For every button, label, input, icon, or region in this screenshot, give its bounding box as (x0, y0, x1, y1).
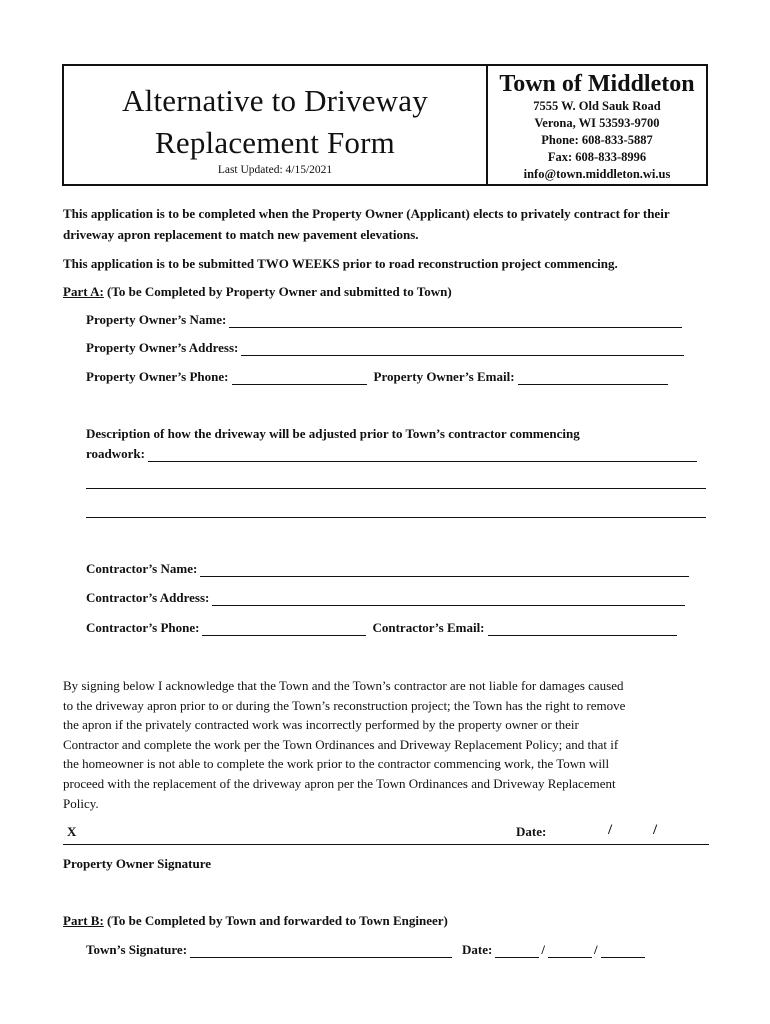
description-label-line1: Description of how the driveway will be adjusted prior to Town’s contractor commencing (86, 426, 580, 441)
owner-email-field[interactable] (518, 370, 668, 385)
signature-caption: Property Owner Signature (63, 856, 212, 871)
last-updated: Last Updated: 4/15/2021 (217, 164, 333, 176)
part-a-title (63, 284, 452, 300)
ack-line: the apron if the privately contracted work was incorrectly performed by the property owner or their (63, 717, 579, 733)
form-title (64, 80, 486, 164)
signature-date-slash: / (608, 822, 613, 838)
town-contact-cell (488, 66, 706, 184)
ack-line: to the driveway apron prior to or during the Town’s reconstruction project; the Town has the right to remove (63, 697, 626, 713)
town-signature-label: Town’s Signature: (86, 942, 188, 957)
contractor-address-label: Contractor’s Address: (86, 590, 210, 605)
owner-phone-label: Property Owner’s Phone: (86, 369, 229, 384)
contractor-name-label: Contractor’s Name: (86, 561, 198, 576)
owner-phone-row (86, 369, 668, 385)
description-field-1[interactable] (148, 447, 697, 462)
part-b-title (63, 913, 448, 929)
acknowledgement-paragraph (63, 676, 711, 813)
owner-email-label: Property Owner’s Email: (373, 369, 515, 384)
town-date-day-field[interactable] (548, 943, 592, 958)
description-field-3[interactable] (86, 517, 706, 518)
town-date-month-field[interactable] (495, 943, 539, 958)
owner-phone-field[interactable] (232, 370, 367, 385)
signature-date-slash: / (653, 822, 658, 838)
town-address1: 7555 W. Old Sauk Road (533, 99, 661, 113)
town-name: Town of Middleton (499, 71, 695, 97)
signature-date-label: Date: (516, 824, 547, 839)
owner-name-label: Property Owner’s Name: (86, 312, 227, 327)
contractor-name-row (86, 561, 689, 577)
description-field-2[interactable] (86, 488, 706, 489)
contractor-address-field[interactable] (212, 591, 685, 606)
owner-signature-field[interactable] (63, 844, 709, 845)
description-heading (86, 426, 580, 442)
town-date-slash: / (593, 942, 598, 957)
town-address2: Verona, WI 53593-9700 (534, 116, 660, 130)
form-title-line1: Alternative to Driveway (122, 83, 428, 118)
signature-x-mark: X (67, 824, 77, 839)
header-title-cell (64, 66, 488, 184)
ack-line: By signing below I acknowledge that the Town and the Town’s contractor are not liable for damages caused (63, 678, 624, 693)
owner-address-label: Property Owner’s Address: (86, 340, 239, 355)
town-email: info@town.middleton.wi.us (523, 167, 671, 181)
contractor-name-field[interactable] (200, 562, 689, 577)
owner-name-field[interactable] (229, 313, 682, 328)
description-label-line2: roadwork: (86, 446, 145, 461)
owner-address-field[interactable] (241, 341, 684, 356)
intro-paragraph-2: This application is to be submitted TWO WEEKS prior to road reconstruction project commencing. (63, 256, 618, 271)
contractor-phone-label: Contractor’s Phone: (86, 620, 200, 635)
contractor-email-label: Contractor’s Email: (372, 620, 485, 635)
town-signature-row (86, 942, 645, 958)
part-a-label: Part A: (63, 284, 104, 299)
owner-name-row (86, 312, 682, 328)
part-a-desc: (To be Completed by Property Owner and submitted to Town) (103, 284, 452, 299)
description-row (86, 446, 697, 462)
town-date-year-field[interactable] (601, 943, 645, 958)
contractor-address-row (86, 590, 685, 606)
intro-paragraph-1: This application is to be completed when the Property Owner (Applicant) elects to privately contract for their driveway apron replacement to match new pavement elevations. (63, 206, 670, 242)
part-b-desc: (To be Completed by Town and forwarded to Town Engineer) (103, 913, 448, 928)
town-fax: Fax: 608-833-8996 (547, 150, 647, 164)
contractor-phone-field[interactable] (202, 621, 366, 636)
contractor-email-field[interactable] (488, 621, 677, 636)
contractor-phone-row (86, 620, 677, 636)
form-header (62, 64, 708, 186)
owner-address-row (86, 340, 684, 356)
form-title-line2: Replacement Form (155, 125, 395, 160)
town-phone: Phone: 608-833-5887 (541, 133, 653, 147)
ack-line: proceed with the replacement of the driveway apron per the Town Ordinances and Driveway Replacement (63, 775, 616, 791)
ack-line: Policy. (63, 795, 99, 811)
town-date-slash: / (541, 942, 545, 957)
ack-line: Contractor and complete the work per the Town Ordinances and Driveway Replacement Policy; and that if (63, 736, 619, 752)
town-signature-field[interactable] (190, 943, 452, 958)
part-b-label: Part B: (63, 913, 104, 928)
town-date-label: Date: (462, 942, 493, 957)
ack-line: the homeowner is not able to complete the work prior to the contractor commencing work, the Town will (63, 756, 610, 772)
